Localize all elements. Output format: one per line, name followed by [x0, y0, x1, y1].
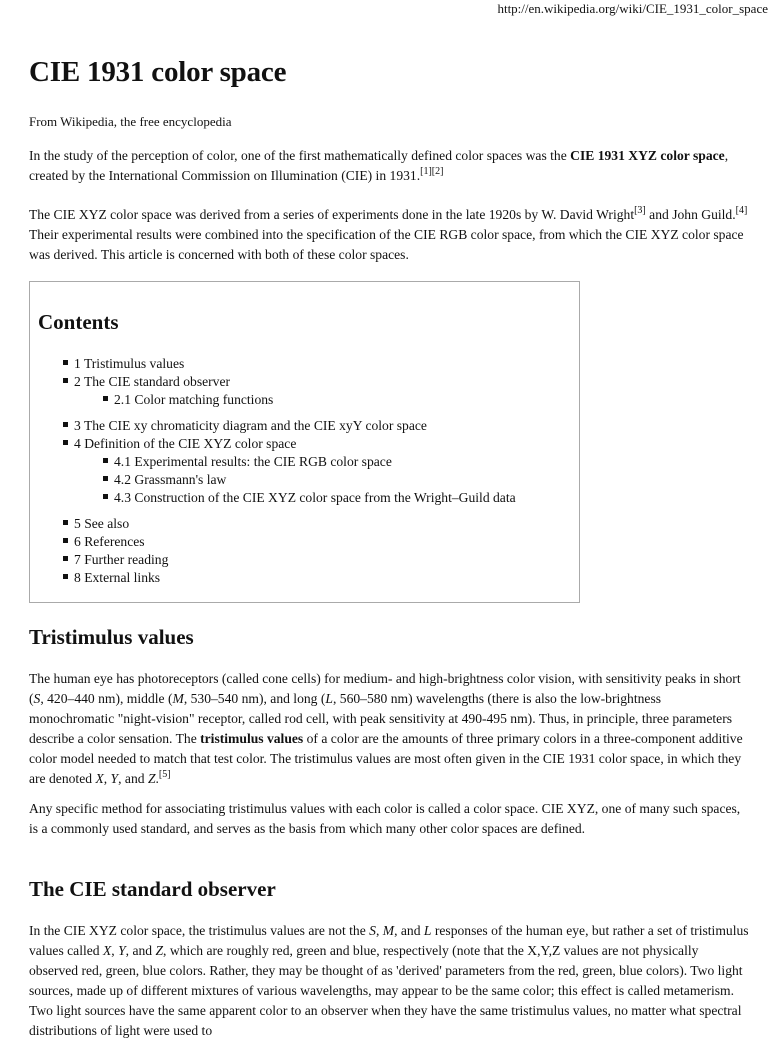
intro2-text-a: The CIE XYZ color space was derived from a series of experiments done in the late 1920s by W. David Wright: [29, 207, 635, 222]
toc-item[interactable]: [63, 551, 168, 569]
italic-symbol: L: [325, 691, 333, 706]
toc-item-label[interactable]: The CIE standard observer: [83, 374, 231, 389]
toc-item[interactable]: [63, 417, 427, 435]
italic-symbol: Z: [155, 943, 164, 958]
tristimulus-paragraph-1: [29, 669, 749, 789]
toc-item-label[interactable]: Further reading: [84, 552, 169, 567]
italic-symbol: Y: [118, 943, 126, 958]
toc-item-label[interactable]: The CIE xy chromaticity diagram and the CIE xyY color space: [83, 418, 427, 433]
text-run: In the CIE XYZ color space, the tristimulus values are not the: [29, 923, 370, 938]
italic-symbol: X: [102, 943, 112, 958]
toc-subitem[interactable]: [103, 453, 392, 471]
toc-item[interactable]: [63, 515, 129, 533]
italic-symbol: S: [33, 691, 41, 706]
intro2-text-b: and John Guild.: [645, 207, 736, 222]
toc-item-label[interactable]: External links: [84, 570, 161, 585]
toc-item-number[interactable]: 1: [74, 356, 81, 371]
bullet-icon: [63, 422, 68, 427]
text-run: , and: [394, 923, 424, 938]
bullet-icon: [63, 538, 68, 543]
italic-symbol: Z: [147, 771, 156, 786]
text-run: The human eye has photoreceptors (called cone cells) for medium- and high-brightness color vision, with sensitivity peaks in short (: [29, 671, 741, 706]
text-run: , which are roughly red, green and blue, respectively (note that the X,Y,Z values are not physically observed red, green, blue colors. Rather, they may be thought of as 'derived' parameters from the red, green, blue colors). Two light sources, made up of different mixtures of various wavelengths, may appear to be the same color; this effect is called metamerism. Two light sources have the same apparent color to an observer when they have the same tristimulus values, no matter what spectral distributions of light were used to: [29, 943, 743, 1038]
citation-ref-5[interactable]: [5]: [158, 769, 171, 780]
section-heading-standard-observer: The CIE standard observer: [29, 877, 276, 901]
toc-item-label[interactable]: Color matching functions: [134, 392, 274, 407]
italic-symbol: X: [95, 771, 104, 786]
bullet-icon: [63, 440, 68, 445]
toc-item-number[interactable]: 3: [74, 418, 81, 433]
toc-item-number[interactable]: 2.1: [114, 392, 131, 407]
toc-item-number[interactable]: 5: [74, 516, 81, 531]
toc-item-number[interactable]: 4.1: [114, 454, 131, 469]
toc-item-number[interactable]: 4.3: [114, 490, 131, 505]
text-run: ,: [375, 923, 383, 938]
page-url: http://en.wikipedia.org/wiki/CIE_1931_color_space: [497, 1, 768, 16]
section-heading-tristimulus: Tristimulus values: [29, 625, 194, 649]
page-title: CIE 1931 color space: [29, 56, 287, 88]
italic-symbol: L: [423, 923, 432, 938]
toc-subitem[interactable]: [103, 391, 273, 409]
toc-item-label[interactable]: Definition of the CIE XYZ color space: [84, 436, 297, 451]
toc-subitem[interactable]: [103, 471, 226, 489]
toc-item-label[interactable]: References: [84, 534, 145, 549]
bullet-icon: [63, 360, 68, 365]
toc-item-number[interactable]: 6: [74, 534, 81, 549]
page-tagline: From Wikipedia, the free encyclopedia: [29, 114, 232, 129]
tristimulus-paragraph-2: Any specific method for associating tristimulus values with each color is called a color space. CIE XYZ, one of many such spaces, is a commonly used standard, and serves as the basis from which many other color spaces are defined.: [29, 801, 741, 836]
bullet-icon: [103, 458, 108, 463]
toc-item-label[interactable]: Grassmann's law: [134, 472, 227, 487]
table-of-contents: [29, 281, 580, 603]
toc-item[interactable]: [63, 533, 145, 551]
text-run: , 530–540 nm), and long (: [183, 691, 326, 706]
intro-paragraph-2: [29, 205, 749, 265]
intro2-text-c: Their experimental results were combined into the specification of the CIE RGB color space, from which the CIE XYZ color space was derived. This article is concerned with both of these color spaces.: [29, 227, 744, 262]
bullet-icon: [63, 556, 68, 561]
text-run: responses of the human eye, but rather a set of tristimulus values called: [29, 923, 749, 958]
toc-item-label[interactable]: Experimental results: the CIE RGB color space: [134, 454, 392, 469]
citation-ref-1[interactable]: [1]: [420, 166, 432, 177]
italic-symbol: M: [382, 923, 395, 938]
bullet-icon: [63, 378, 68, 383]
italic-symbol: Y: [110, 771, 119, 786]
toc-item[interactable]: [63, 569, 160, 587]
text-run: ,: [103, 771, 111, 786]
bold-term: tristimulus values: [200, 731, 304, 746]
bullet-icon: [103, 494, 108, 499]
toc-item-number[interactable]: 2: [74, 374, 81, 389]
intro1-text-c: , created by the International Commission on Illumination (CIE) in 1931.: [29, 148, 729, 183]
citation-ref-2[interactable]: [2]: [431, 166, 444, 177]
toc-item[interactable]: [63, 355, 184, 373]
bullet-icon: [63, 520, 68, 525]
toc-item-label[interactable]: Construction of the CIE XYZ color space from the Wright–Guild data: [134, 490, 516, 505]
toc-subitem[interactable]: [103, 489, 516, 507]
italic-symbol: M: [172, 691, 184, 706]
citation-ref-4[interactable]: [4]: [735, 205, 748, 216]
toc-item[interactable]: [63, 373, 230, 391]
intro1-term-bold: CIE 1931 XYZ color space: [570, 148, 725, 163]
toc-item-number[interactable]: 7: [74, 552, 81, 567]
intro-paragraph-1: [29, 146, 749, 186]
intro1-text-a: In the study of the perception of color, one of the first mathematically defined color spaces was the: [29, 148, 571, 163]
citation-ref-3[interactable]: [3]: [634, 205, 646, 216]
text-run: , and: [125, 943, 156, 958]
text-run: , 560–580 nm) wavelengths (there is also the low-brightness monochromatic "night-vision" receptor, called rod cell, with peak sensitivity at 490-495 nm). Thus, in principle, three parameters describe a color sensation. The: [29, 691, 733, 746]
toc-item-number[interactable]: 4.2: [114, 472, 131, 487]
toc-item-label[interactable]: See also: [84, 516, 130, 531]
toc-item[interactable]: [63, 435, 296, 453]
observer-paragraph-1: [29, 921, 749, 1041]
toc-item-label[interactable]: Tristimulus values: [83, 356, 185, 371]
bullet-icon: [63, 574, 68, 579]
text-run: , 420–440 nm), middle (: [40, 691, 173, 706]
text-run: ,: [111, 943, 119, 958]
text-run: of a color are the amounts of three primary colors in a three-component additive color model needed to match that test color. The tristimulus values are most often given in the CIE 1931 color space, in which they are denoted: [29, 731, 743, 786]
text-run: .: [155, 771, 159, 786]
toc-item-number[interactable]: 4: [74, 436, 81, 451]
italic-symbol: S: [369, 923, 376, 938]
bullet-icon: [103, 396, 108, 401]
text-run: , and: [118, 771, 148, 786]
toc-title: Contents: [38, 310, 119, 334]
toc-item-number[interactable]: 8: [74, 570, 81, 585]
bullet-icon: [103, 476, 108, 481]
